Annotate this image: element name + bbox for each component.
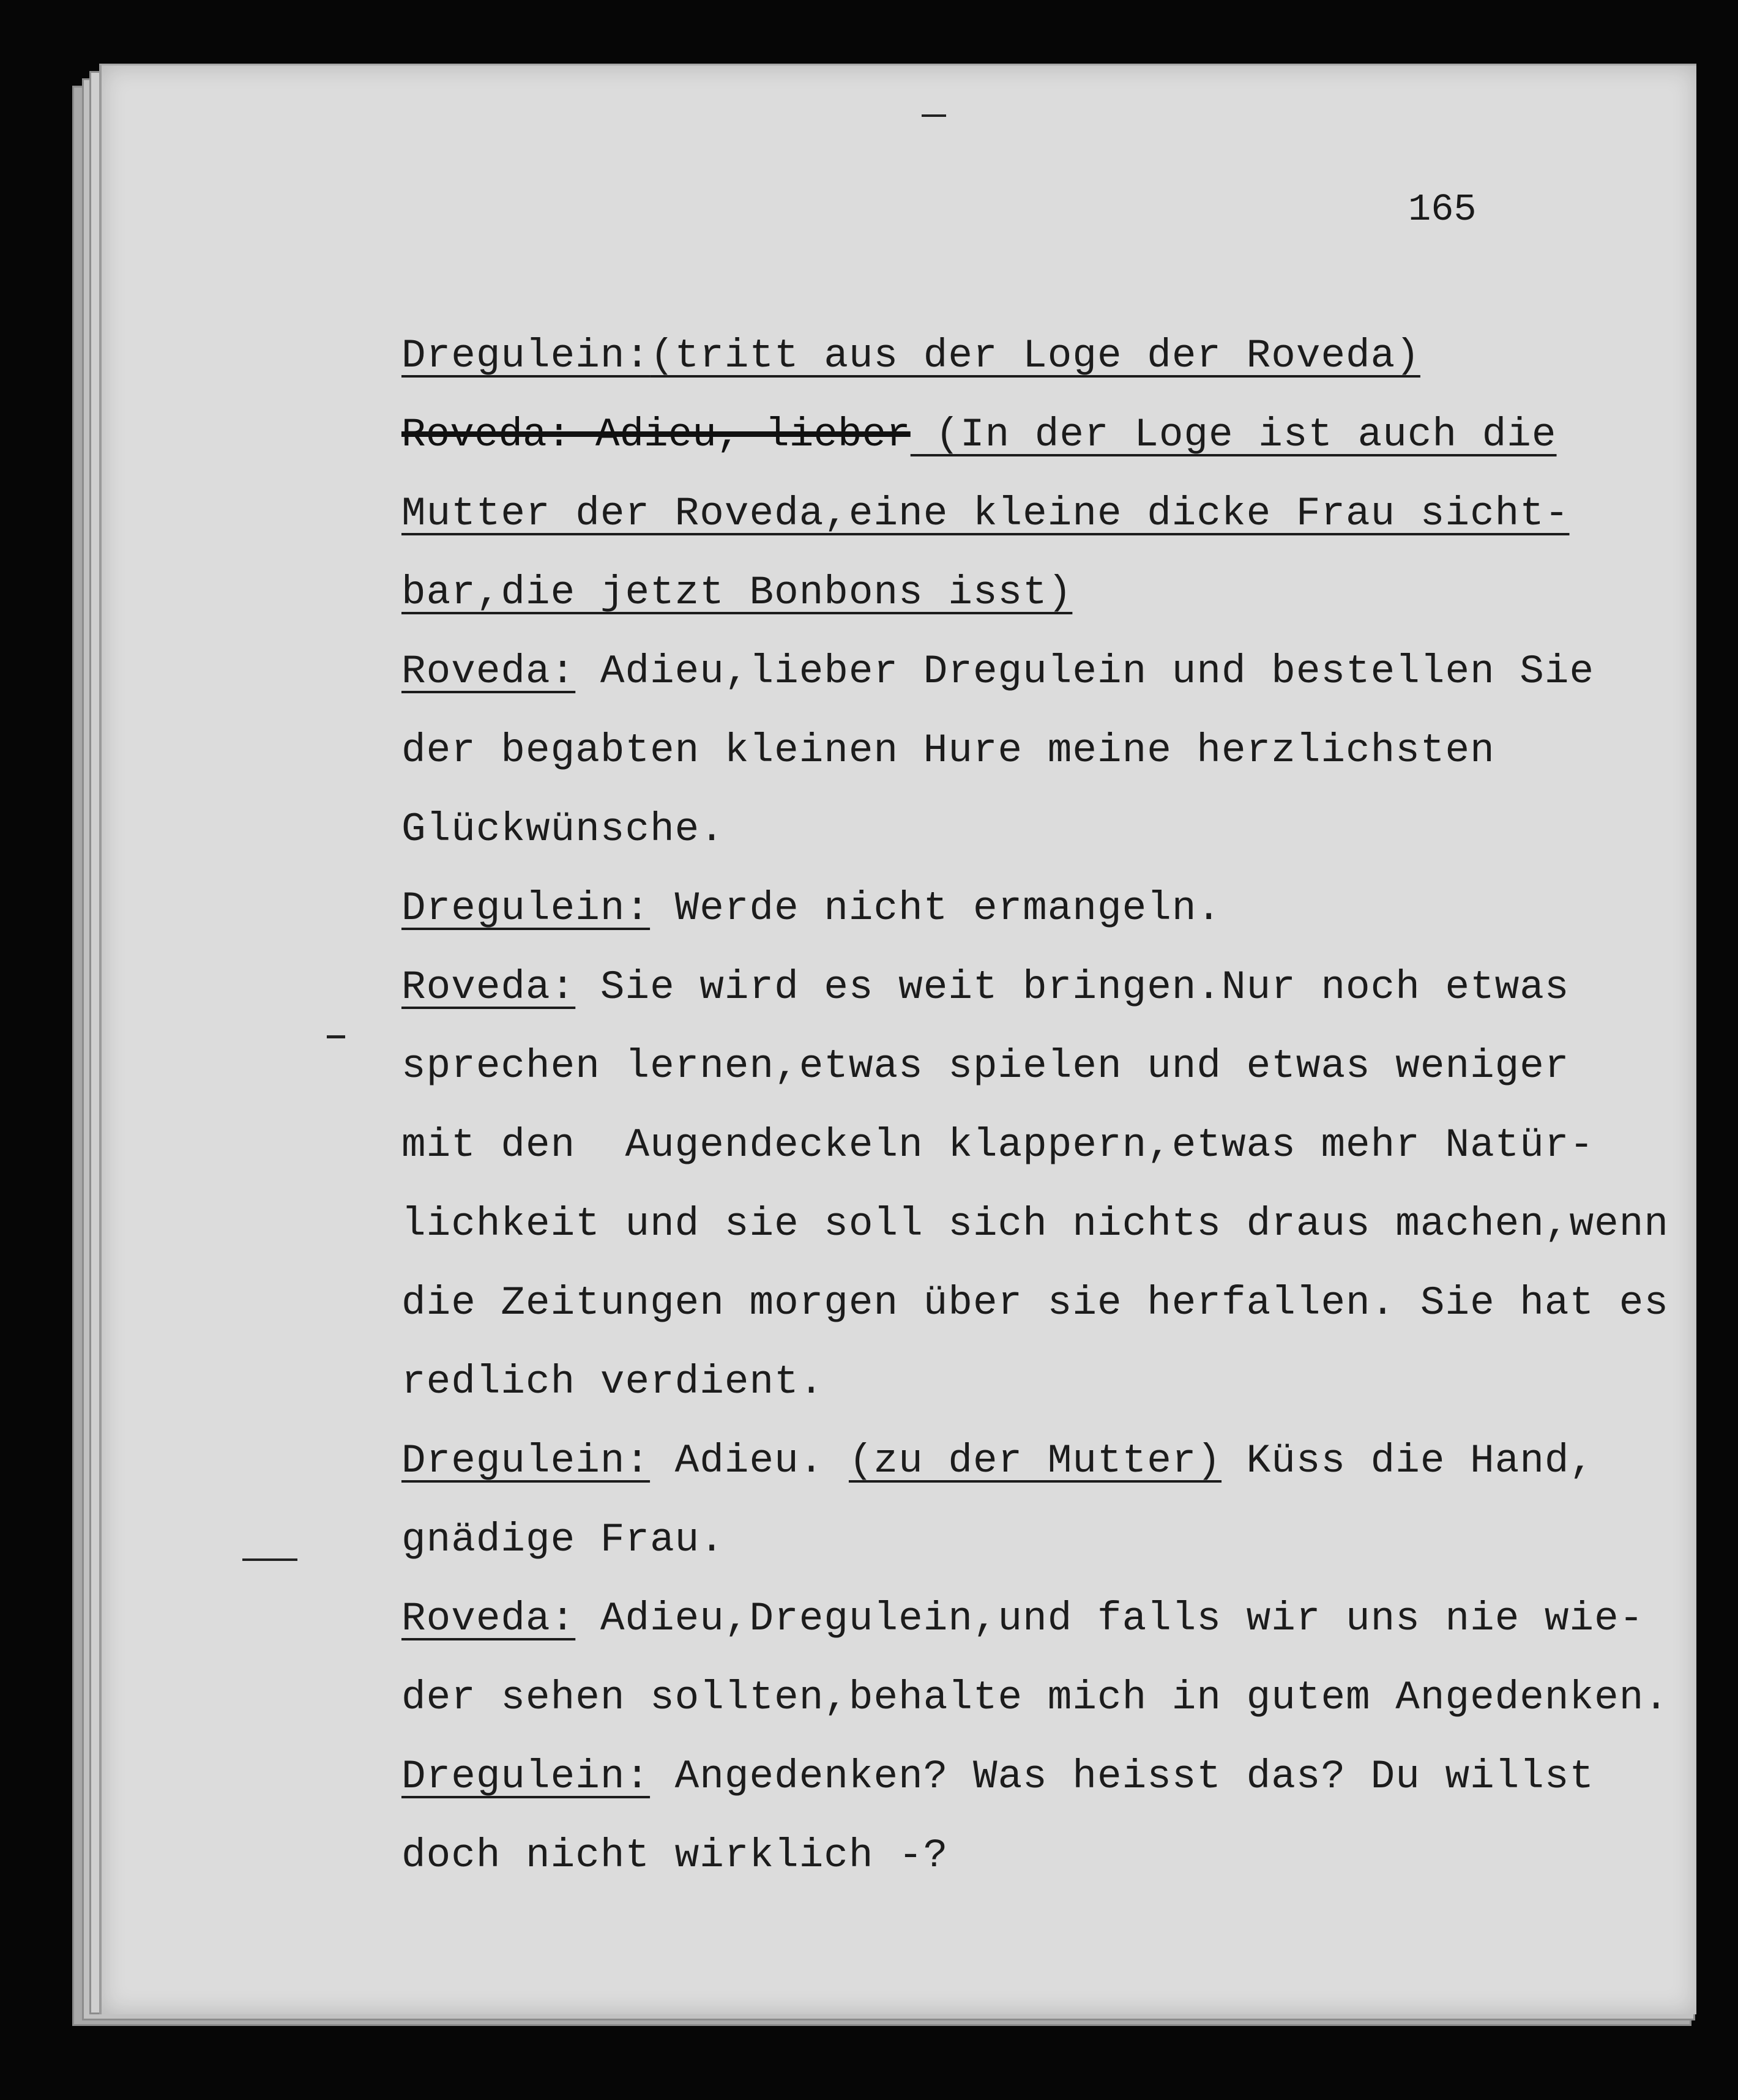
script-line — [401, 1421, 1696, 1500]
dialogue-text: mit den Augendeckeln klappern,etwas mehr Natür- — [401, 1122, 1595, 1168]
page-number: 165 — [1408, 188, 1477, 231]
script-line — [401, 1579, 1696, 1658]
speaker-name: Dregulein: — [401, 885, 651, 931]
dialogue-text: Adieu. — [650, 1438, 849, 1484]
dialogue-text: Adieu,Dregulein,und falls wir uns nie wie- — [575, 1596, 1644, 1642]
speaker-name: Dregulein: — [401, 1754, 651, 1800]
struck-out-text: Roveda: Adieu, lieber — [401, 412, 911, 458]
dialogue-text: der sehen sollten,behalte mich in gutem Angedenken. — [401, 1675, 1669, 1721]
script-line — [401, 1342, 1696, 1421]
script-line — [401, 316, 1696, 395]
stage-direction: Mutter der Roveda,eine kleine dicke Frau sicht- — [401, 491, 1570, 537]
script-line — [401, 1816, 1696, 1895]
script-line — [401, 1106, 1696, 1185]
margin-mark — [242, 1558, 297, 1561]
dialogue-text: sprechen lernen,etwas spielen und etwas weniger — [401, 1043, 1570, 1089]
margin-mark — [327, 1035, 345, 1038]
script-line — [401, 869, 1696, 948]
dialogue-text: lichkeit und sie soll sich nichts draus machen,wenn — [401, 1201, 1669, 1247]
script-line — [401, 553, 1696, 632]
script-line — [401, 1264, 1696, 1342]
script-line — [401, 632, 1696, 711]
script-line — [401, 1027, 1696, 1106]
script-line — [401, 711, 1696, 790]
dialogue-text: Werde nicht ermangeln. — [650, 885, 1222, 931]
script-line — [401, 1185, 1696, 1264]
dialogue-text: der begabten kleinen Hure meine herzlichsten — [401, 728, 1495, 773]
speaker-name: Roveda: — [401, 964, 576, 1010]
dialogue-text: gnädige Frau. — [401, 1517, 725, 1563]
dialogue-text: Sie wird es weit bringen.Nur noch etwas — [575, 964, 1570, 1010]
dialogue-text: Glückwünsche. — [401, 806, 725, 852]
margin-mark — [922, 114, 946, 117]
stage-direction: (In der Loge ist auch die — [910, 412, 1557, 458]
speaker-name: Dregulein: — [401, 1438, 651, 1484]
speaker-name: Dregulein: — [401, 333, 651, 379]
dialogue-text: redlich verdient. — [401, 1359, 824, 1405]
stage-direction: bar,die jetzt Bonbons isst) — [401, 570, 1073, 616]
dialogue-text: die Zeitungen morgen über sie herfallen. Sie hat es — [401, 1280, 1669, 1326]
stage-direction: (tritt aus der Loge der Roveda) — [650, 333, 1420, 379]
script-line — [401, 395, 1696, 474]
typescript-page — [99, 64, 1696, 2014]
speaker-name: Roveda: — [401, 1596, 576, 1642]
stage-direction: (zu der Mutter) — [848, 1438, 1222, 1484]
dialogue-text: doch nicht wirklich -? — [401, 1833, 949, 1878]
script-body — [401, 316, 1696, 1895]
dialogue-text: Angedenken? Was heisst das? Du willst — [650, 1754, 1595, 1800]
script-line — [401, 474, 1696, 553]
dialogue-text: Küss die Hand, — [1221, 1438, 1595, 1484]
script-line — [401, 1500, 1696, 1579]
script-line — [401, 790, 1696, 869]
script-line — [401, 1737, 1696, 1816]
dialogue-text: Adieu,lieber Dregulein und bestellen Sie — [575, 649, 1595, 694]
script-line — [401, 948, 1696, 1027]
speaker-name: Roveda: — [401, 649, 576, 694]
script-line — [401, 1658, 1696, 1737]
